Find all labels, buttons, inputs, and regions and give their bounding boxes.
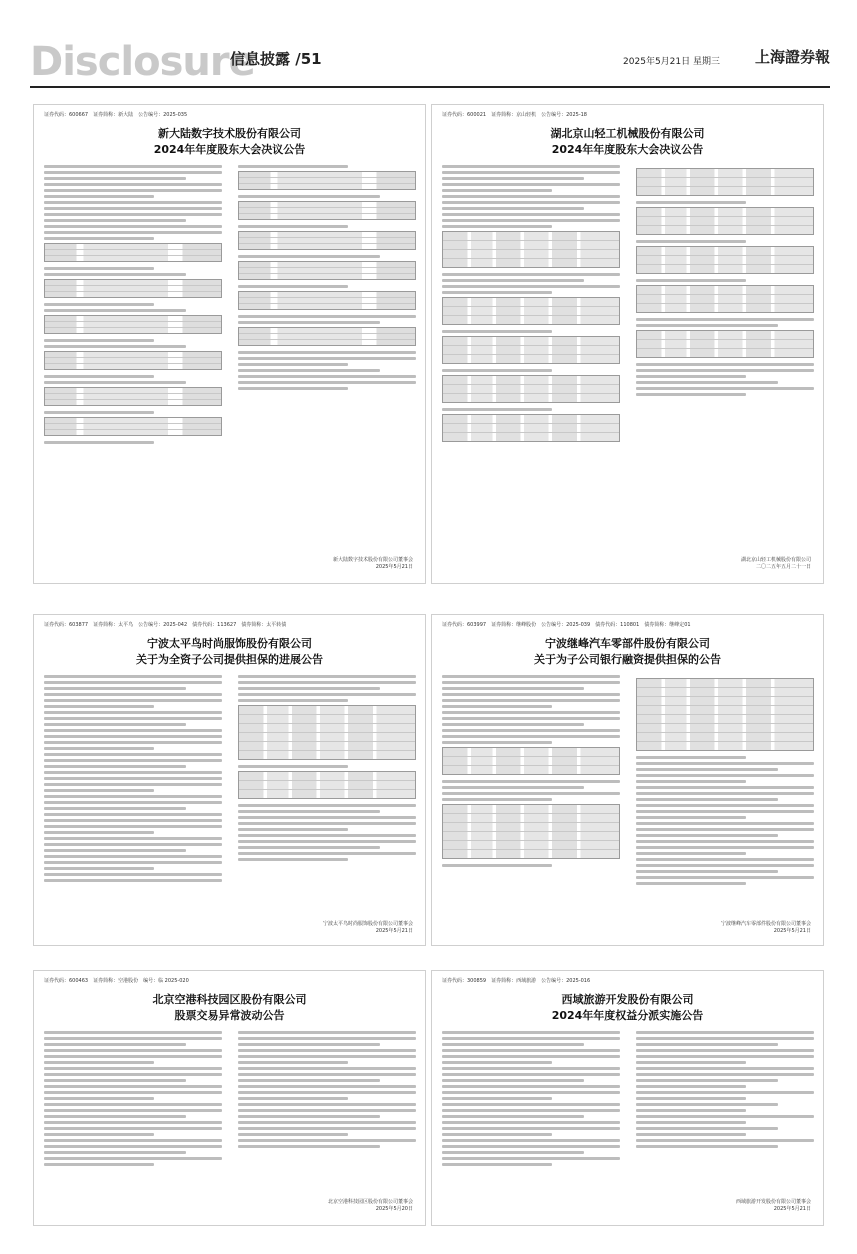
notice-meta: 证券代码：600021 证券简称：京山轻机 公告编号：2025-18 xyxy=(442,112,587,118)
notice-body-left xyxy=(442,675,620,870)
guarantee-table xyxy=(238,771,416,799)
notice-meta: 证券代码：300859 证券简称：西域旅游 公告编号：2025-016 xyxy=(442,978,591,984)
vote-table xyxy=(44,279,222,298)
notice-xiyu xyxy=(431,970,824,1226)
header-rule xyxy=(30,86,830,88)
vote-table xyxy=(44,351,222,370)
vote-table xyxy=(636,168,814,196)
vote-table xyxy=(442,336,620,364)
notice-body-right xyxy=(238,675,416,864)
notice-footer xyxy=(736,1199,811,1213)
notice-konggang xyxy=(33,970,426,1226)
notice-footer xyxy=(741,557,811,571)
vote-table xyxy=(636,285,814,313)
vote-table xyxy=(636,207,814,235)
notice-footer xyxy=(323,921,413,935)
notice-subtitle: 关于为子公司银行融资提供担保的公告 xyxy=(534,653,721,666)
footer-date: 2025年5月20日 xyxy=(375,1206,413,1212)
footer-company: 西域旅游开发股份有限公司董事会 xyxy=(735,1199,811,1205)
footer-date: 2025年5月21日 xyxy=(375,928,413,934)
notice-xinda xyxy=(33,104,426,584)
issue-date: 2025年5月21日 星期三 xyxy=(623,57,720,67)
vote-table xyxy=(238,261,416,280)
notice-body-left xyxy=(442,1031,620,1169)
financial-table xyxy=(238,705,416,760)
notice-title: 新大陆数字技术股份有限公司 xyxy=(158,127,301,140)
vote-table xyxy=(636,330,814,358)
footer-company: 北京空港科技园区股份有限公司董事会 xyxy=(327,1199,413,1205)
notice-jifeng xyxy=(431,614,824,946)
notice-body-right xyxy=(238,1031,416,1151)
footer-date: 2025年5月21日 xyxy=(773,1206,811,1212)
footer-company: 湖北京山轻工机械股份有限公司 xyxy=(740,557,811,563)
footer-date: 2025年5月21日 xyxy=(773,928,811,934)
notice-meta: 证券代码：603877 证券简称：太平鸟 公告编号：2025-042 债券代码：113627 债券简称：太平转债 xyxy=(44,622,287,628)
notice-body-right xyxy=(636,165,814,399)
vote-table xyxy=(442,231,620,268)
footer-date: 2025年5月21日 xyxy=(375,564,413,570)
notice-title: 宁波继峰汽车零部件股份有限公司 xyxy=(545,637,710,650)
notice-subtitle: 股票交易异常波动公告 xyxy=(174,1009,285,1022)
notice-meta: 证券代码：600463 证券简称：空港股份 编号：临 2025-020 xyxy=(44,978,189,984)
vote-table xyxy=(442,375,620,403)
notice-body-left xyxy=(44,165,222,447)
notice-subtitle: 2024年年度权益分派实施公告 xyxy=(551,1009,704,1022)
company-info-table xyxy=(442,804,620,859)
newspaper-logo: 上海證券報 xyxy=(754,48,830,66)
notice-title: 宁波太平鸟时尚服饰股份有限公司 xyxy=(147,637,312,650)
notice-jingshan xyxy=(431,104,824,584)
notice-taipingniao xyxy=(33,614,426,946)
footer-company: 宁波太平鸟时尚服饰股份有限公司董事会 xyxy=(322,921,413,927)
footer-company: 新大陆数字技术股份有限公司董事会 xyxy=(332,557,413,563)
vote-table xyxy=(442,297,620,325)
notice-footer xyxy=(721,921,811,935)
vote-table xyxy=(238,171,416,190)
masthead: Disclosure xyxy=(30,39,255,85)
footer-company: 宁波继峰汽车零部件股份有限公司董事会 xyxy=(720,921,811,927)
notice-footer xyxy=(328,1199,413,1213)
notice-title: 西域旅游开发股份有限公司 xyxy=(561,993,694,1006)
notice-body-right xyxy=(636,1031,814,1151)
footer-date: 二〇二五年五月二十一日 xyxy=(755,564,811,570)
notice-body-left xyxy=(442,165,620,447)
notice-title: 湖北京山轻工机械股份有限公司 xyxy=(550,127,705,140)
guarantee-table xyxy=(442,747,620,775)
notice-subtitle: 2024年年度股东大会决议公告 xyxy=(551,143,704,156)
notice-subtitle: 2024年年度股东大会决议公告 xyxy=(153,143,306,156)
notice-footer xyxy=(333,557,413,571)
financial-table xyxy=(636,678,814,751)
vote-table xyxy=(44,387,222,406)
section-title: 信息披露 /51 xyxy=(230,50,322,68)
vote-table xyxy=(636,246,814,274)
vote-table xyxy=(238,201,416,220)
notice-title: 北京空港科技园区股份有限公司 xyxy=(152,993,307,1006)
notice-meta: 证券代码：600667 证券简称：新大陆 公告编号：2025-035 xyxy=(44,112,188,118)
notice-meta: 证券代码：603997 证券简称：继峰股份 公告编号：2025-039 债券代码：110801 债券简称：继峰定01 xyxy=(442,622,691,628)
vote-table xyxy=(44,315,222,334)
notice-body-right xyxy=(238,165,416,393)
vote-table xyxy=(238,291,416,310)
notice-body-left xyxy=(44,1031,222,1169)
vote-table xyxy=(238,231,416,250)
vote-table xyxy=(238,327,416,346)
vote-table xyxy=(44,243,222,262)
notice-subtitle: 关于为全资子公司提供担保的进展公告 xyxy=(136,653,323,666)
vote-table xyxy=(44,417,222,436)
notice-body-right xyxy=(636,675,814,888)
page-header xyxy=(30,40,830,84)
notice-body-left xyxy=(44,675,222,885)
vote-table xyxy=(442,414,620,442)
